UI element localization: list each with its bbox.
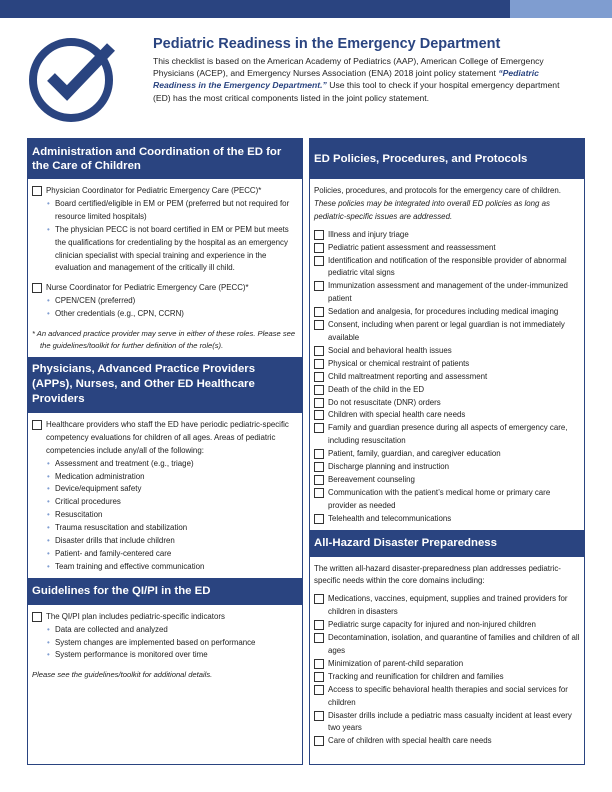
checklist-item	[314, 619, 580, 632]
intro-text-after: Use this tool to check if your hospital emergency department (ED) has the most critical components listed in the joint policy statement.	[153, 80, 560, 103]
checklist-item	[314, 632, 580, 658]
checkbox[interactable]	[314, 462, 324, 472]
section-heading-policies: ED Policies, Procedures, and Protocols	[310, 139, 584, 179]
checklist-item-label: Decontamination, isolation, and quarantine of families and children of all ages	[328, 633, 580, 655]
checkbox[interactable]	[314, 711, 324, 721]
checklist-item	[314, 461, 580, 474]
checkmark-circle-icon	[27, 33, 119, 125]
list-item: • System performance is monitored over time	[47, 649, 298, 662]
checklist-item	[314, 448, 580, 461]
checklist-item-label: Identification and notification of the responsible provider of abnormal pediatric vital signs	[328, 255, 567, 278]
checkbox[interactable]	[314, 359, 324, 369]
section-intro	[314, 185, 580, 224]
checklist-item	[32, 611, 298, 624]
checkbox[interactable]	[32, 186, 42, 196]
checklist-item	[32, 419, 298, 458]
checklist-item	[314, 229, 580, 242]
section-heading-admin: Administration and Coordination of the ED for the Care of Children	[28, 139, 302, 179]
left-column	[27, 138, 303, 765]
checklist-item-label: Communication with the patient’s medical home or primary care provider as needed	[328, 487, 551, 510]
checklist-item-label: Patient, family, guardian, and caregiver education	[328, 449, 501, 459]
section-intro: The written all-hazard disaster-preparedness plan addresses pediatric-specific needs within the core domains including:	[314, 563, 561, 586]
checklist	[314, 229, 580, 526]
top-color-bar	[0, 0, 612, 18]
section-intro-italic: These policies may be integrated into overall ED policies as long as pediatric-specific issues are addressed.	[314, 198, 550, 221]
checkbox[interactable]	[314, 307, 324, 317]
checklist-item-label: Illness and injury triage	[328, 229, 409, 239]
checkbox[interactable]	[314, 320, 324, 330]
checkbox[interactable]	[32, 612, 42, 622]
sub-list	[32, 198, 298, 275]
checklist-item	[32, 282, 298, 295]
checklist-item-label: Discharge planning and instruction	[328, 462, 450, 472]
list-item: • Resuscitation	[47, 509, 298, 522]
checkbox[interactable]	[314, 385, 324, 395]
page-title: Pediatric Readiness in the Emergency Department	[153, 36, 501, 52]
checkbox[interactable]	[314, 410, 324, 420]
list-item: • CPEN/CEN (preferred)	[47, 295, 298, 308]
checkbox[interactable]	[314, 620, 324, 630]
checkbox[interactable]	[32, 283, 42, 293]
sub-list	[32, 458, 298, 574]
list-item: • Other credentials (e.g., CPN, CCRN)	[47, 308, 298, 321]
sub-list	[32, 295, 298, 321]
list-item: • Medication administration	[47, 471, 298, 484]
checkbox[interactable]	[314, 633, 324, 643]
checklist-item-label: Physical or chemical restraint of patients	[328, 358, 470, 368]
list-item: • System changes are implemented based on performance	[47, 637, 298, 650]
checklist-item	[314, 593, 580, 619]
checklist-item-label: Social and behavioral health issues	[328, 345, 452, 355]
list-item: • Patient- and family-centered care	[47, 548, 298, 561]
checkbox[interactable]	[314, 423, 324, 433]
checklist-item	[314, 513, 580, 526]
right-column	[309, 138, 585, 765]
checkbox[interactable]	[314, 449, 324, 459]
checkbox[interactable]	[314, 685, 324, 695]
section-heading-providers: Physicians, Advanced Practice Providers (APPs), Nurses, and Other ED Healthcare Providers	[28, 357, 302, 413]
section-providers	[28, 413, 302, 578]
checklist-item	[314, 487, 580, 513]
checklist-item-label: Consent, including when parent or legal guardian is not immediately available	[328, 320, 565, 342]
checklist-item-label: Sedation and analgesia, for procedures including medical imaging	[328, 307, 559, 317]
checkbox[interactable]	[314, 230, 324, 240]
checklist-item	[314, 671, 580, 684]
checklist-item-label: Access to specific behavioral health therapies and social services for children	[328, 684, 568, 707]
checkbox[interactable]	[314, 281, 324, 291]
section-admin	[28, 179, 302, 357]
checklist-item-label: Physician Coordinator for Pediatric Emergency Care (PECC)*	[46, 186, 262, 195]
top-bar-light	[510, 0, 612, 18]
checklist-item-label: The QI/PI plan includes pediatric-specific indicators	[46, 611, 225, 621]
footnote: Please see the guidelines/toolkit for additional details.	[32, 670, 213, 680]
checkbox[interactable]	[314, 659, 324, 669]
checklist-item-label: Minimization of parent-child separation	[328, 658, 464, 668]
checklist-item	[314, 280, 580, 306]
list-item: • Trauma resuscitation and stabilization	[47, 522, 298, 535]
checkbox[interactable]	[314, 372, 324, 382]
checkbox[interactable]	[314, 243, 324, 253]
checklist-item-label: Family and guardian presence during all aspects of emergency care, including resuscitation	[328, 423, 568, 446]
checkbox[interactable]	[32, 420, 42, 430]
checklist-item-label: Child maltreatment reporting and assessment	[328, 371, 488, 381]
checkbox[interactable]	[314, 488, 324, 498]
intro-text: This checklist is based on the American Academy of Pediatrics (AAP), American College of Emergency Physicians (ACEP), and Emergency Nurses Association (ENA) 2018 joint policy statement	[153, 56, 544, 79]
checklist-item	[314, 306, 580, 319]
section-intro-text: Policies, procedures, and protocols for the emergency care of children.	[314, 186, 561, 195]
top-bar-dark	[0, 0, 510, 18]
checklist-item-label: Medications, vaccines, equipment, supplies and trained providers for children in disasters	[328, 594, 568, 617]
checklist-item	[314, 384, 580, 397]
checklist-item	[314, 397, 580, 410]
list-item: • Assessment and treatment (e.g., triage)	[47, 458, 298, 471]
footnote: * An advanced practice provider may serve in either of these roles. Please see the guidelines/toolkit for further definition of the role(s).	[32, 329, 296, 351]
checklist-item	[314, 684, 580, 710]
checkbox[interactable]	[314, 594, 324, 604]
list-item: • Data are collected and analyzed	[47, 624, 298, 637]
checklist-item	[314, 345, 580, 358]
checkbox[interactable]	[314, 398, 324, 408]
checklist-item	[314, 358, 580, 371]
list-item: • Critical procedures	[47, 496, 298, 509]
checkbox[interactable]	[314, 736, 324, 746]
checklist-item-label: Nurse Coordinator for Pediatric Emergency Care (PECC)*	[46, 283, 249, 293]
checklist-item	[314, 474, 580, 487]
checklist-item	[314, 735, 580, 748]
checklist-item	[314, 658, 580, 671]
checklist-item-label: Pediatric surge capacity for injured and non-injured children	[328, 620, 536, 630]
checklist-item	[314, 409, 580, 422]
checklist-item-label: Death of the child in the ED	[328, 384, 425, 394]
checklist-item	[314, 242, 580, 255]
checklist-item-label: Immunization assessment and management of the under-immunized patient	[328, 281, 568, 304]
checklist-item-label: Bereavement counseling	[328, 474, 415, 484]
checklist-item	[32, 185, 298, 198]
intro-paragraph	[153, 55, 573, 104]
section-qipi	[28, 605, 302, 686]
section-policies	[310, 179, 584, 530]
checklist-item-label: Children with special health care needs	[328, 410, 466, 420]
checklist-item-label: Care of children with special health care needs	[328, 736, 492, 746]
checklist-item-label: Healthcare providers who staff the ED have periodic pediatric-specific competency evaluations for children of all ages. Areas of pediatric competencies include any/all of the following:	[46, 419, 289, 455]
checklist-item	[314, 255, 580, 281]
checkbox[interactable]	[314, 346, 324, 356]
checkbox[interactable]	[314, 475, 324, 485]
section-heading-disaster: All-Hazard Disaster Preparedness	[310, 530, 584, 557]
checklist-item-label: Disaster drills include a pediatric mass casualty incident at least every two years	[328, 710, 572, 733]
section-heading-qipi: Guidelines for the QI/PI in the ED	[28, 578, 302, 605]
list-item: • Disaster drills that include children	[47, 535, 298, 548]
list-item: • Team training and effective communication	[47, 561, 298, 574]
checklist-item	[314, 371, 580, 384]
checklist-item-label: Telehealth and telecommunications	[328, 513, 452, 523]
checklist-item	[314, 422, 580, 448]
list-item: • The physician PECC is not board certified in EM or PEM but meets the qualifications for credentialing by the hospital as an emergency clinician specialist with special training and experience in the evaluation and management of the critically ill child.	[47, 224, 298, 276]
section-disaster	[310, 557, 584, 753]
checkbox[interactable]	[314, 672, 324, 682]
checklist	[314, 593, 580, 748]
checklist-item-label: Tracking and reunification for children and families	[328, 671, 504, 681]
checklist-item-label: Do not resuscitate (DNR) orders	[328, 397, 441, 407]
list-item: • Device/equipment safety	[47, 483, 298, 496]
checkbox[interactable]	[314, 256, 324, 266]
checklist-item	[314, 319, 580, 345]
list-item: • Board certified/eligible in EM or PEM (preferred but not required for resource limited hospitals)	[47, 198, 298, 224]
intro-quoted-title: “Pediatric Readiness in the Emergency Department.”	[153, 68, 539, 91]
sub-list	[32, 624, 298, 663]
checklist-item	[314, 710, 580, 736]
checkbox[interactable]	[314, 514, 324, 524]
checklist-item-label: Pediatric patient assessment and reassessment	[328, 242, 496, 252]
